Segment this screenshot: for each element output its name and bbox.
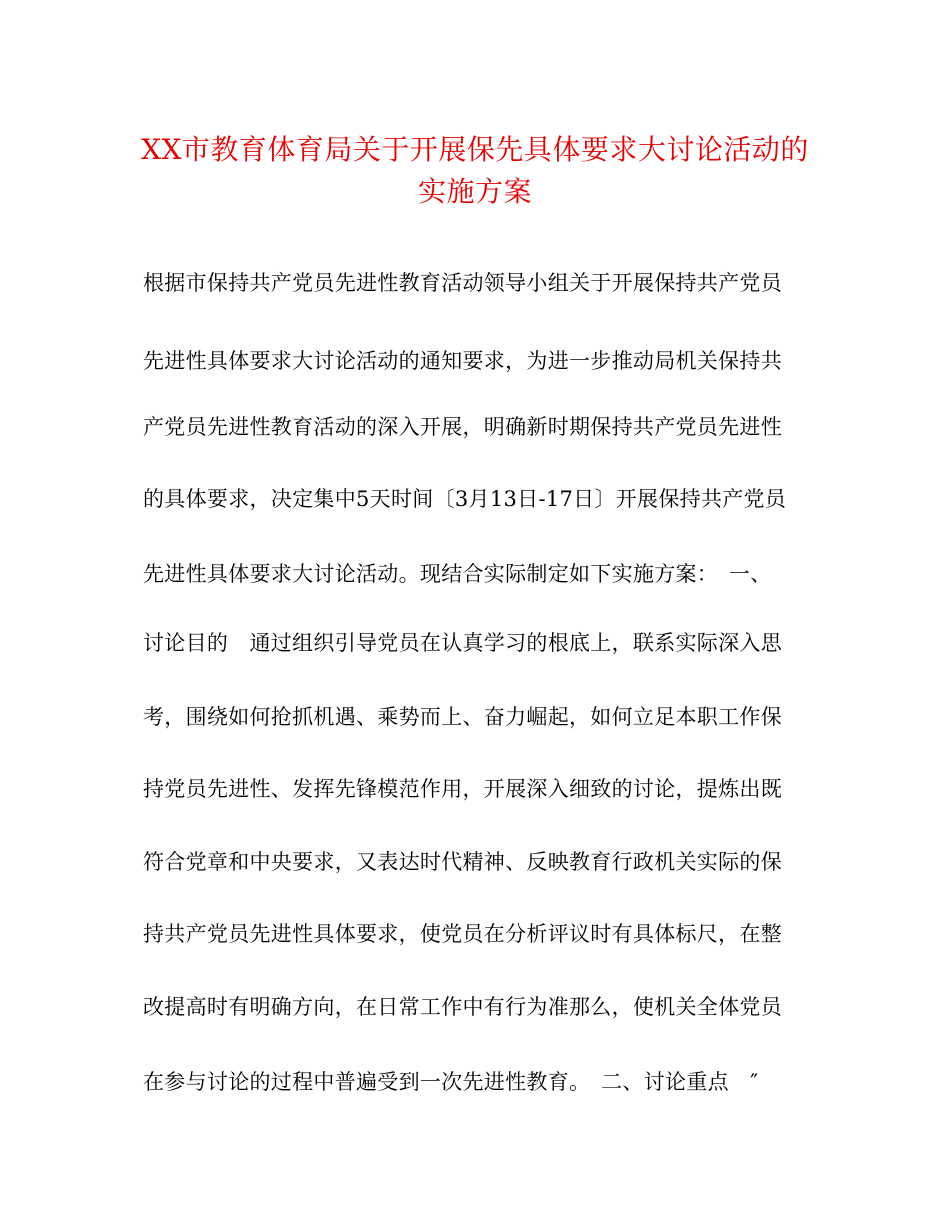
body-text-line: 的具体要求，决定集中5天时间〔3月13日-17日〕开展保持共产党员 [143,487,787,511]
body-text-line: 产党员先进性教育活动的深入开展，明确新时期保持共产党员先进性 [143,415,782,439]
body-text-line: 根据市保持共产党员先进性教育活动领导小组关于开展保持共产党员 [143,271,782,295]
body-text-line: 持共产党员先进性具体要求，使党员在分析评议时有具体标尺，在整 [143,922,782,946]
body-text-line: 改提高时有明确方向，在日常工作中有行为准那么，使机关全体党员 [143,995,782,1019]
body-text-line: 在参与讨论的过程中普遍受到一次先进性教育。 二、讨论重点 ″ [143,1070,759,1094]
body-text-line: 考，围绕如何抢抓机遇、乘势而上、奋力崛起，如何立足本职工作保 [143,705,782,729]
body-text-line: 符合党章和中央要求，又表达时代精神、反映教育行政机关实际的保 [143,850,782,874]
document-title-line-1: XX市教育体育局关于开展保先具体要求大讨论活动的 [141,133,809,166]
body-text-line: 先进性具体要求大讨论活动。现结合实际制定如下实施方案： 一、 [143,562,772,586]
body-text-line: 持党员先进性、发挥先锋模范作用，开展深入细致的讨论，提炼出既 [143,777,782,801]
document-title-line-2: 实施方案 [417,175,532,208]
body-text-line: 先进性具体要求大讨论活动的通知要求，为进一步推动局机关保持共 [143,349,782,373]
body-text-line: 讨论目的 通过组织引导党员在认真学习的根底上，联系实际深入思 [143,631,782,655]
